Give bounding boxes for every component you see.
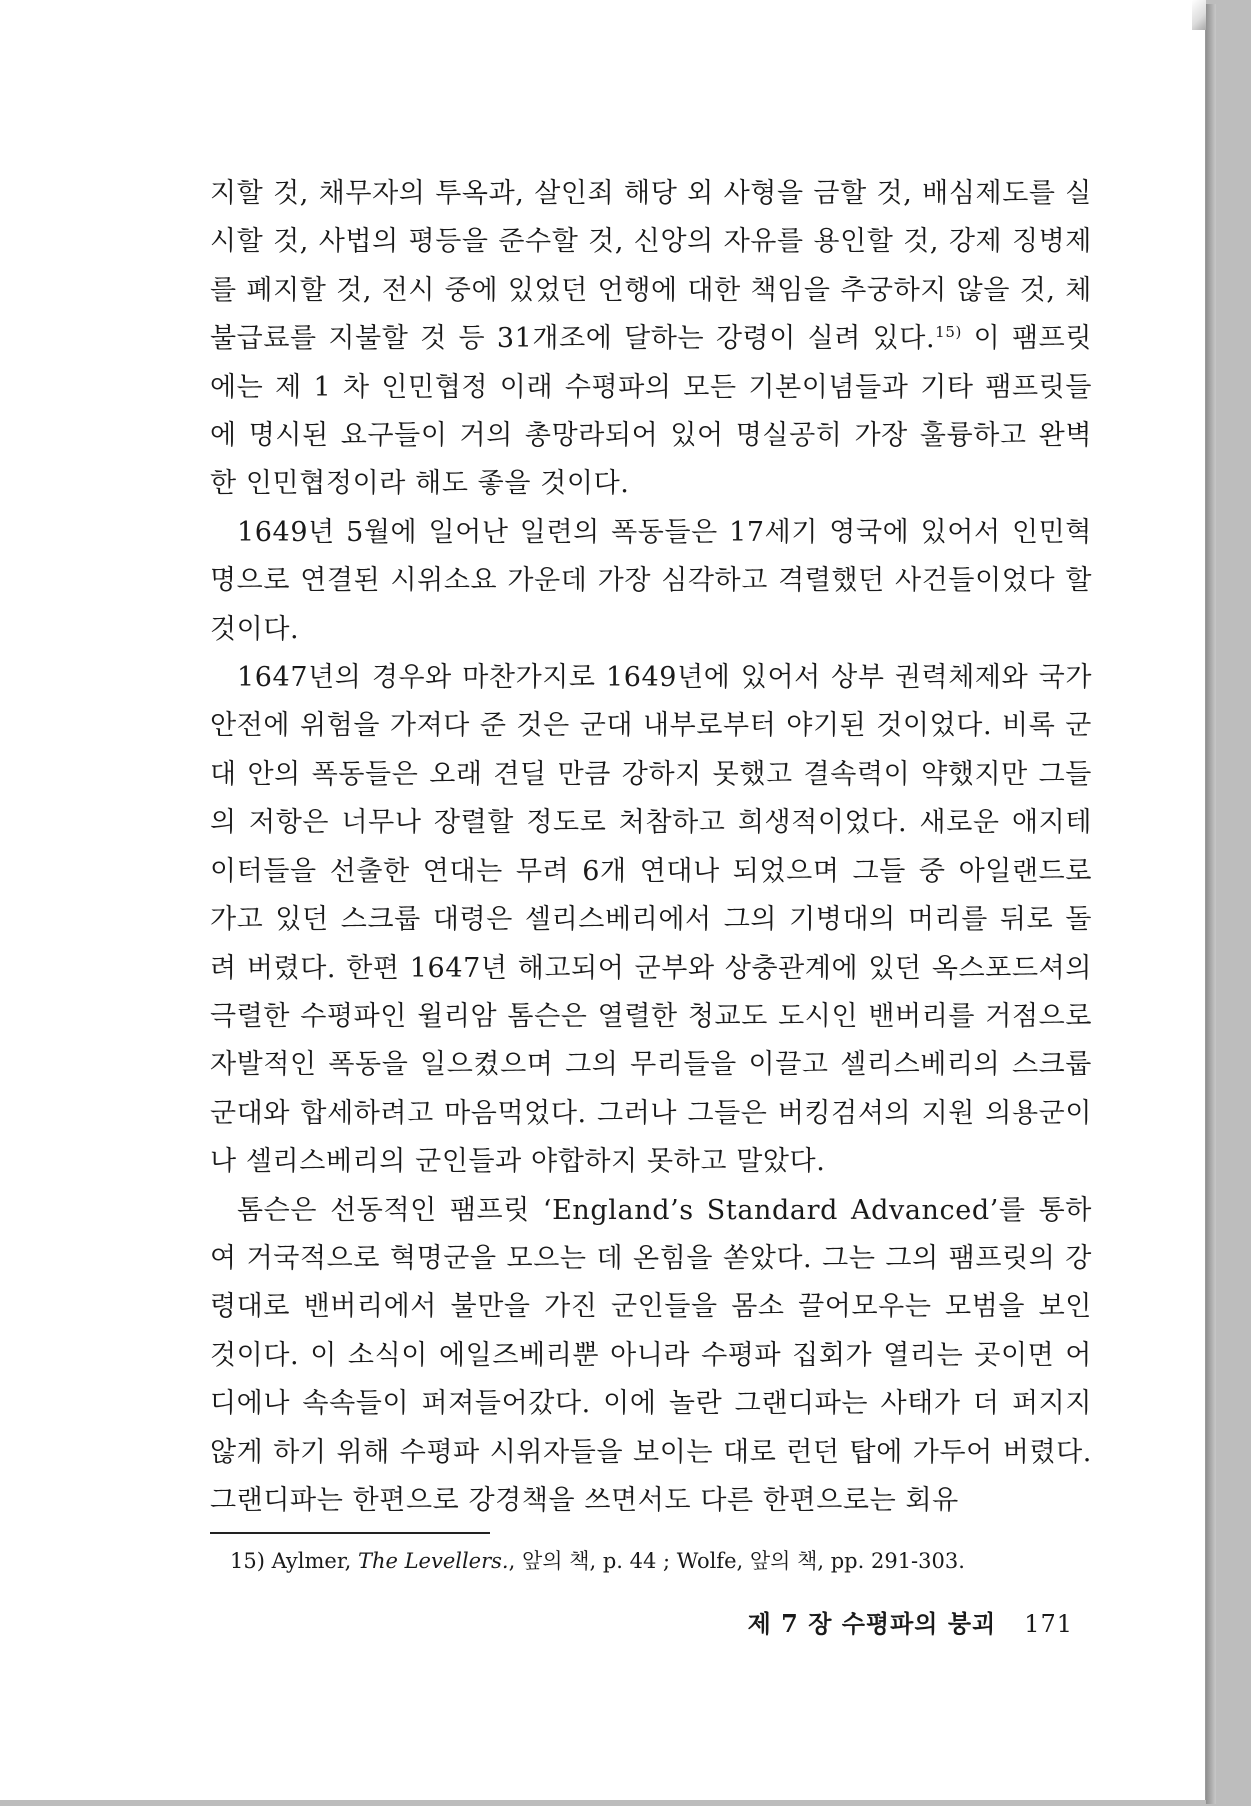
running-footer bbox=[748, 1604, 1073, 1639]
footnote-citation: , 앞의 책, p. 44 ; Wolfe, 앞의 책, pp. 291-303. bbox=[508, 1549, 965, 1573]
paragraph-1-text: 지할 것, 채무자의 투옥과, 살인죄 해당 외 사형을 금할 것, 배심제도를 실시할 것, 사법의 평등을 준수할 것, 신앙의 자유를 용인할 것, 강제 징병제를 폐지할 것, 전시 중에 있었던 언행에 대한 책임을 추궁하지 않을 것, 체불급료를 지불할 것 등 31개조에 달하는 강령이 실려 있다. bbox=[210, 178, 1092, 355]
main-text bbox=[210, 170, 1092, 1525]
page-number: 171 bbox=[1024, 1610, 1073, 1638]
footnote-ref-15: 15) bbox=[935, 323, 962, 342]
footnote-15 bbox=[230, 1545, 1090, 1575]
footnote-book-title: The Levellers. bbox=[357, 1549, 509, 1573]
paragraph-3: 1647년의 경우와 마찬가지로 1649년에 있어서 상부 권력체제와 국가 안전에 위험을 가져다 준 것은 군대 내부로부터 야기된 것이었다. 비록 군대 안의 폭동들은 오래 견딜 만큼 강하지 못했고 결속력이 약했지만 그들의 저항은 너무나 장렬할 정도로 처참하고 희생적이었다. 새로운 애지테이터들을 선출한 연대는 무려 6개 연대나 되었으며 그들 중 아일랜드로 가고 있던 스크룹 대령은 셀리스베리에서 그의 기병대의 머리를 뒤로 돌려 버렸다. 한편 1647년 해고되어 군부와 상충관계에 있던 옥스포드셔의 극렬한 수평파인 윌리암 톰슨은 열렬한 청교도 도시인 밴버리를 거점으로 자발적인 폭동을 일으켰으며 그의 무리들을 이끌고 셀리스베리의 스크룹 군대와 합세하려고 마음먹었다. 그러나 그들은 버킹검셔의 지원 의용군이나 셀리스베리의 군인들과 야합하지 못하고 말았다. bbox=[210, 662, 1092, 1178]
page-edge-shadow bbox=[1206, 4, 1216, 1804]
paragraph-1-tail: 이 팸프릿에는 제 1 차 인민협정 이래 수평파의 모든 기본이념들과 기타 팸프릿들에 명시된 요구들이 거의 총망라되어 있어 명실공히 가장 훌륭하고 완벽한 인민협정이라 해도 좋을 것이다. bbox=[210, 323, 1093, 500]
footnote-author: Aylmer, bbox=[271, 1549, 352, 1573]
paragraph-2: 1649년 5월에 일어난 일련의 폭동들은 17세기 영국에 있어서 인민혁명으로 연결된 시위소요 가운데 가장 심각하고 격렬했던 사건들이었다 할 것이다. bbox=[210, 516, 1092, 645]
paragraph-4: 톰슨은 선동적인 팸프릿 ‘England’s Standard Advanced’를 통하여 거국적으로 혁명군을 모으는 데 온힘을 쏟았다. 그는 그의 팸프릿의 강령대로 밴버리에서 불만을 가진 군인들을 몸소 끌어모우는 모범을 보인 것이다. 이 소식이 에일즈베리뿐 아니라 수평파 집회가 열리는 곳이면 어디에나 속속들이 퍼져들어갔다. 이에 놀란 그랜디파는 사태가 더 퍼지지 않게 하기 위해 수평파 시위자들을 보이는 대로 런던 탑에 가두어 버렸다. 그랜디파는 한편으로 강경책을 쓰면서도 다른 한편으로는 회유 bbox=[210, 1194, 1092, 1516]
chapter-title: 제 7 장 수평파의 붕괴 bbox=[747, 1609, 997, 1638]
paragraph-1 bbox=[210, 170, 1092, 509]
footnote-number: 15) bbox=[230, 1549, 265, 1573]
footnote-divider bbox=[210, 1532, 490, 1534]
page-corner-curl bbox=[1192, 0, 1206, 30]
